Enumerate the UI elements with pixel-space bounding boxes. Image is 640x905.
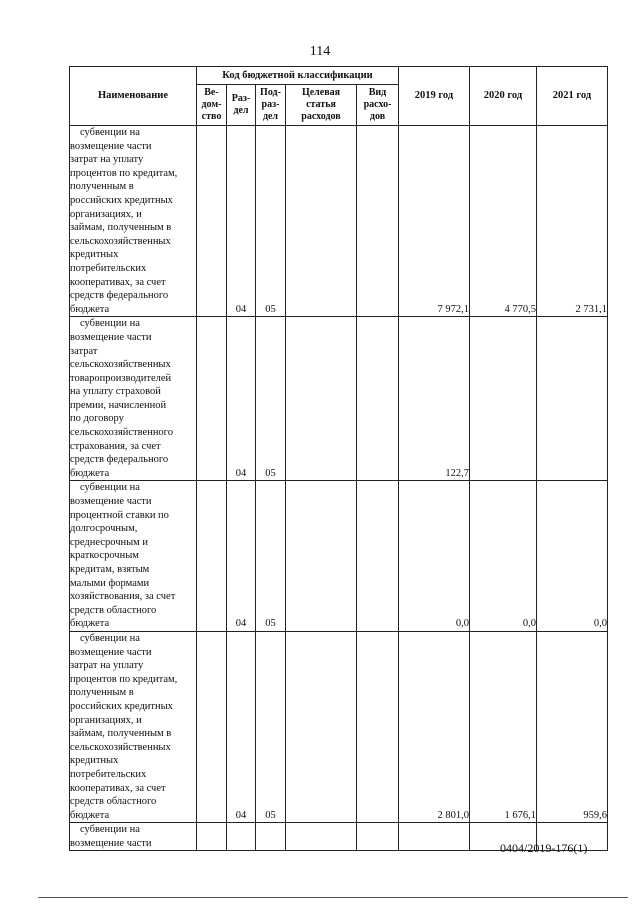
header-code-group: Код бюджетной классификации (197, 67, 399, 85)
cell-razdel: 04 (227, 481, 256, 632)
table-row (70, 481, 608, 632)
cell-target (286, 126, 357, 317)
header-2021: 2021 год (537, 67, 608, 126)
cell-y2020: 4 770,5 (470, 126, 537, 317)
cell-vedomstvo (197, 481, 227, 632)
cell-target (286, 631, 357, 822)
cell-y2020: 0,0 (470, 481, 537, 632)
header-vid: Вид расхо- дов (357, 85, 399, 126)
cell-vedomstvo (197, 823, 227, 851)
cell-vid (357, 823, 399, 851)
header-vedomstvo: Ве- дом- ство (197, 85, 227, 126)
page-number: 114 (309, 44, 331, 59)
cell-name: субвенции на возмещение части затрат на уплату процентов по кредитам, полученным в российских кредитных организациях, и займам, полученным в сельскохозяйственных кредитных потребительских кооперативах, за счет средств областного бюджета (70, 631, 197, 822)
table-row (70, 317, 608, 481)
cell-target (286, 317, 357, 481)
cell-vid (357, 631, 399, 822)
header-razdel: Раз- дел (227, 85, 256, 126)
cell-y2020 (470, 317, 537, 481)
header-target: Целевая статья расходов (286, 85, 357, 126)
cell-razdel: 04 (227, 317, 256, 481)
cell-name: субвенции на возмещение части затрат на уплату процентов по кредитам, полученным в российских кредитных организациях, и займам, полученным в сельскохозяйственных кредитных потребительских кооперативах, за счет средств федерального бюджета (70, 126, 197, 317)
budget-table (69, 66, 608, 851)
cell-name: субвенции на возмещение части (70, 823, 197, 851)
header-2019: 2019 год (399, 67, 470, 126)
table-row (70, 126, 608, 317)
cell-target (286, 823, 357, 851)
cell-podrazdel: 05 (256, 317, 286, 481)
cell-name: субвенции на возмещение части затрат сельскохозяйственных товаропроизводителей на уплату страховой премии, начисленной по договору сельскохозяйственного страхования, за счет средств федерального бюджета (70, 317, 197, 481)
cell-razdel (227, 823, 256, 851)
cell-y2021: 0,0 (537, 481, 608, 632)
cell-name: субвенции на возмещение части процентной ставки по долгосрочным, среднесрочным и краткосрочным кредитам, взятым малыми формами хозяйствования, за счет средств областного бюджета (70, 481, 197, 632)
cell-vedomstvo (197, 317, 227, 481)
cell-podrazdel: 05 (256, 126, 286, 317)
cell-podrazdel: 05 (256, 631, 286, 822)
cell-vedomstvo (197, 631, 227, 822)
cell-razdel: 04 (227, 126, 256, 317)
cell-vedomstvo (197, 126, 227, 317)
cell-y2019: 7 972,1 (399, 126, 470, 317)
cell-razdel: 04 (227, 631, 256, 822)
cell-y2021 (537, 317, 608, 481)
cell-vid (357, 317, 399, 481)
cell-y2020: 1 676,1 (470, 631, 537, 822)
bottom-rule (38, 897, 628, 898)
document-code: 0404/2019-176(1) (500, 841, 588, 855)
cell-y2021: 959,6 (537, 631, 608, 822)
cell-target (286, 481, 357, 632)
header-name: Наименование (70, 67, 197, 126)
cell-vid (357, 126, 399, 317)
header-podrazdel: Под- раз- дел (256, 85, 286, 126)
cell-vid (357, 481, 399, 632)
cell-y2019 (399, 823, 470, 851)
cell-y2019: 2 801,0 (399, 631, 470, 822)
table-row (70, 631, 608, 822)
header-2020: 2020 год (470, 67, 537, 126)
cell-y2021: 2 731,1 (537, 126, 608, 317)
cell-podrazdel: 05 (256, 481, 286, 632)
cell-y2019: 122,7 (399, 317, 470, 481)
cell-y2019: 0,0 (399, 481, 470, 632)
cell-podrazdel (256, 823, 286, 851)
